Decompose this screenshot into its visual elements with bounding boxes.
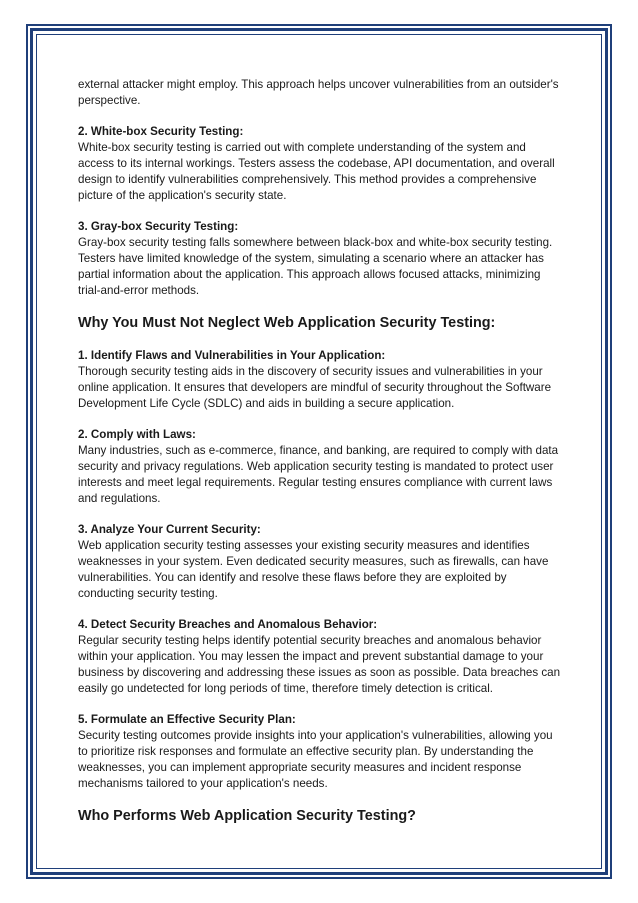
why-item-body: Web application security testing assesses your existing security measures and identifies weaknesses in your system. Even dedicated security measures, such as firewalls, can have vulnerabilities. You can identify and resolve these flaws before they are exploited by conducting security testing. xyxy=(78,539,549,600)
why-item-body: Many industries, such as e-commerce, finance, and banking, are required to comply with data security and privacy regulations. Web application security testing is mandated to protect user interests and meet legal requirements. Regular testing ensures compliance with current laws and regulations. xyxy=(78,444,559,505)
why-item-body: Thorough security testing aids in the discovery of security issues and vulnerabilities in your online application. It ensures that developers are mindful of security throughout the Software Development Life Cycle (SDLC) and aids in building a secure application. xyxy=(78,365,552,410)
testing-type-heading: 2. White-box Security Testing: xyxy=(78,125,244,138)
testing-type-body: Gray-box security testing falls somewhere between black-box and white-box security testing. Testers have limited knowledge of the system, simulating a scenario where an attacker has partial information about the application. This approach allows focused attacks, minimizing trial-and-error methods. xyxy=(78,236,553,297)
why-item-detect-breaches xyxy=(78,617,564,697)
why-item-heading: 5. Formulate an Effective Security Plan: xyxy=(78,713,296,726)
why-item-comply-laws xyxy=(78,427,564,507)
why-item-heading: 2. Comply with Laws: xyxy=(78,428,196,441)
section-heading-who: Who Performs Web Application Security Testing? xyxy=(78,808,416,824)
why-item-analyze-security xyxy=(78,522,564,602)
testing-type-gray-box xyxy=(78,219,564,299)
section-heading-why: Why You Must Not Neglect Web Application Security Testing: xyxy=(78,315,496,331)
testing-type-heading: 3. Gray-box Security Testing: xyxy=(78,220,239,233)
intro-continuation: external attacker might employ. This approach helps uncover vulnerabilities from an outsider's perspective. xyxy=(78,78,559,107)
why-item-heading: 1. Identify Flaws and Vulnerabilities in Your Application: xyxy=(78,349,386,362)
why-item-heading: 4. Detect Security Breaches and Anomalous Behavior: xyxy=(78,618,378,631)
why-item-body: Regular security testing helps identify potential security breaches and anomalous behavior within your application. You may lessen the impact and prevent substantial damage to your business by discovering and addressing these issues as soon as possible. Data breaches can easily go undetected for long periods of time, therefore timely detection is critical. xyxy=(78,634,561,695)
why-item-heading: 3. Analyze Your Current Security: xyxy=(78,523,261,536)
why-item-security-plan xyxy=(78,712,564,792)
document-body xyxy=(78,77,564,841)
why-item-body: Security testing outcomes provide insights into your application's vulnerabilities, allowing you to prioritize risk responses and formulate an effective security plan. By understanding the weaknesses, you can implement appropriate security measures and incident response mechanisms tailored to your application's needs. xyxy=(78,729,553,790)
testing-type-body: White-box security testing is carried out with complete understanding of the system and access to its internal workings. Testers assess the codebase, API documentation, and overall design to identify vulnerabilities comprehensively. This method provides a comprehensive picture of the application's security state. xyxy=(78,141,555,202)
why-item-identify-flaws xyxy=(78,348,564,412)
testing-type-white-box xyxy=(78,124,564,204)
